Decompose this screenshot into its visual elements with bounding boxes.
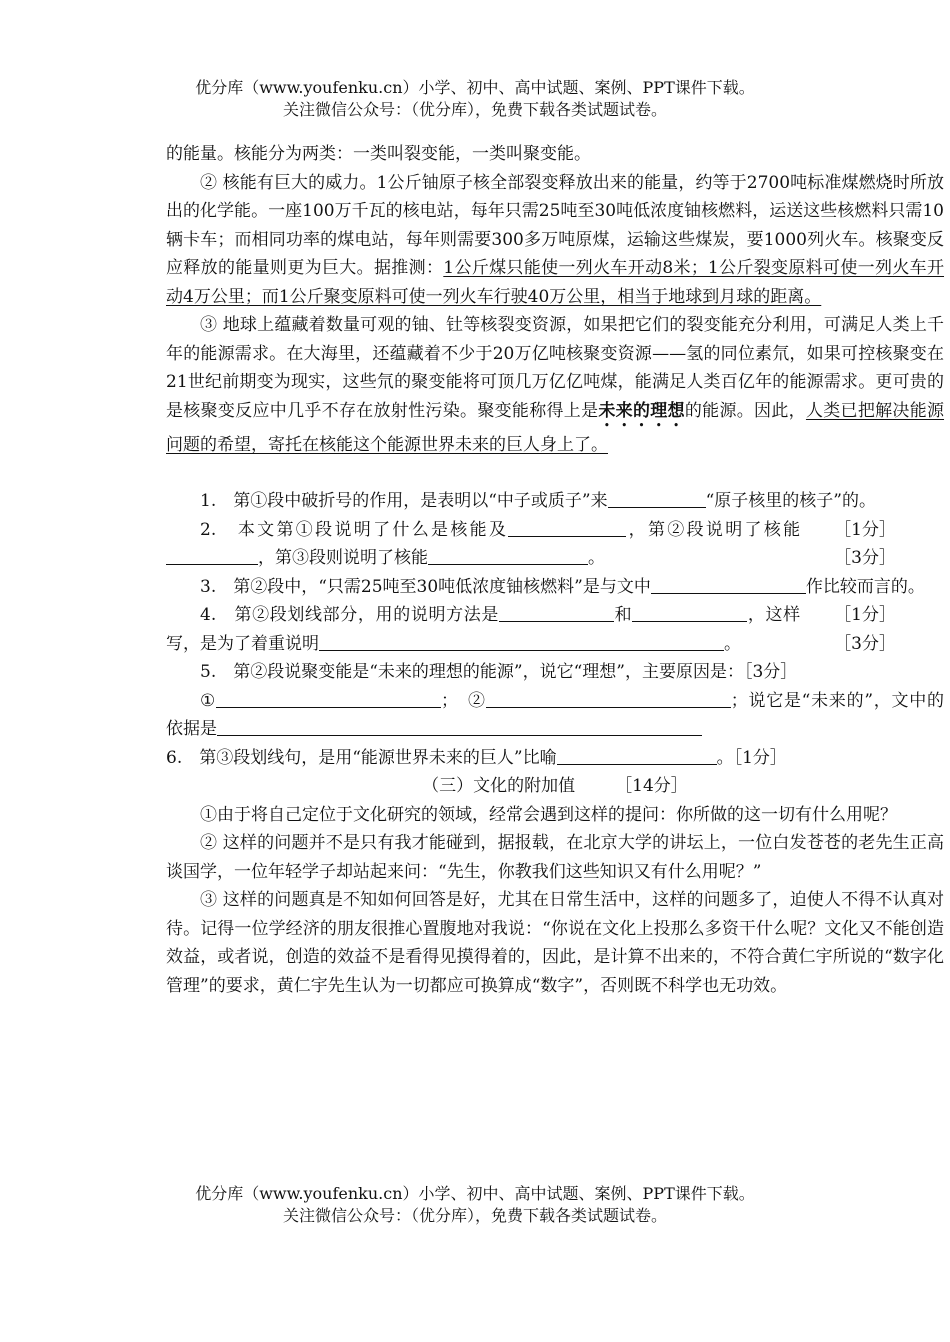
section-paragraph-1: ①由于将自己定位于文化研究的领域，经常会遇到这样的提问：你所做的这一切有什么用呢？: [200, 804, 897, 825]
answer-blank-1[interactable]: [608, 489, 706, 508]
question-4-text-b: 和: [614, 605, 633, 625]
question-5-marker-2: ； ②: [440, 690, 486, 711]
question-2-text-d: 。: [588, 548, 605, 568]
spacer: [166, 459, 944, 487]
paragraph-2-text: ② 核能有巨大的威力。1公斤铀原子核全部裂变释放出来的能量，约等于2700吨标准煤燃烧时所放出的化学能。一座100万千瓦的核电站，每年只需25吨至30吨低浓度铀核燃料，运送这些核燃料只需10辆卡车；而相同功率的煤电站，每年则需要300多万吨原煤，运输这些煤炭，要1000列火车。核聚变反应释放的能量则更为巨大。据推测：: [166, 172, 944, 278]
paragraph-3-dotted: 未来的理想: [598, 400, 685, 421]
question-2: [166, 516, 944, 573]
paragraph-continued: 的能量。核能分为两类：一类叫裂变能，一类叫聚变能。: [166, 144, 591, 164]
paragraph-2: [166, 169, 944, 312]
question-3-text-b: 作比较而言的。: [805, 576, 925, 597]
paragraph-3-underlined: 人类已把解决能源问题的希望，寄托在核能这个能源世界未来的巨人身上了。: [166, 400, 945, 455]
question-3-text: 3. 第②段中，“只需25吨至30吨低浓度铀核燃料”是与文中: [200, 576, 651, 597]
question-5-answers: [166, 687, 944, 744]
paragraph-3-text-b: 的能源。因此，: [684, 400, 806, 421]
paragraph-3-text: ③ 地球上蕴藏着数量可观的铀、钍等核裂变资源，如果把它们的裂变能充分利用，可满足人类上千年的能源需求。在大海里，还蕴藏着不少于20万亿吨核聚变资源——氢的同位素氘，如果可控核聚变在21世纪前期变为现实，这些氘的聚变能将可顶几万亿亿吨煤，能满足人类百亿年的能源需求。更可贵的是核聚变反应中几乎不存在放射性污染。聚变能称得上是: [166, 315, 944, 421]
answer-blank-4a[interactable]: [499, 603, 614, 622]
question-4: [166, 601, 944, 658]
question-1-text-b: “原子核里的核子”的。: [705, 491, 876, 511]
question-1-text: 1. 第①段中破折号的作用，是表明以“中子或质子”来: [200, 491, 608, 511]
question-5-marker-1: ①: [200, 690, 216, 711]
header-line-1: 优分库（www.youfenku.cn）小学、初中、高中试题、案例、PPT课件下载。: [195, 78, 755, 97]
question-6-text-b: 。［1分］: [716, 747, 787, 768]
paragraph-2-underlined: 1公斤煤只能使一列火车开动8米；1公斤裂变原料可使一列火车开动4万公里；而1公斤聚变原料可使一列火车行驶40万公里，相当于地球到月球的距离。: [166, 258, 945, 307]
section-paragraph-3: ③ 这样的问题真是不知如何回答是好，尤其在日常生活中，这样的问题多了，迫使人不得不认真对待。记得一位学经济的朋友很推心置腹地对我说：“你说在文化上投那么多资干什么呢？文化又不能创造效益，或者说，创造的效益不是看得见摸得着的，因此，是计算不出来的，不符合黄仁宇所说的“数字化管理”的要求，黄仁宇先生认为一切都应可换算成“数字”，否则既不科学也无功效。: [166, 890, 944, 996]
question-5-text-d: ；说它是“未来的”，文中的依据是: [166, 690, 944, 739]
answer-blank-2b[interactable]: [166, 546, 258, 565]
question-6-text: 6. 第③段划线句，是用“能源世界未来的巨人”比喻: [166, 747, 557, 768]
question-4-text-c: ，这样写，是为了着重说明: [166, 605, 801, 654]
answer-blank-6[interactable]: [557, 746, 717, 765]
section-paragraph-2: ② 这样的问题并不是只有我才能碰到，据报载，在北京大学的讲坛上，一位白发苍苍的老先生正高谈国学，一位年轻学子却站起来问：“先生，你教我们这些知识又有什么用呢？”: [166, 833, 944, 882]
answer-blank-5a[interactable]: [216, 689, 441, 708]
answer-blank-2c[interactable]: [428, 546, 588, 565]
page-header: [0, 77, 950, 121]
section-title: （三）文化的附加值: [422, 776, 576, 796]
paragraph-3: [166, 311, 944, 459]
section-title-row: [166, 772, 944, 801]
question-1-score: ［1分］: [834, 519, 896, 540]
question-4-score: ［3分］: [834, 633, 896, 654]
question-2-text-c: ，第③段则说明了核能: [258, 548, 428, 568]
document-body: [166, 140, 944, 1000]
footer-line-2: 关注微信公众号：（优分库），免费下载各类试题试卷。: [282, 1206, 667, 1225]
answer-blank-4c[interactable]: [319, 632, 724, 651]
section-score: ［14分］: [615, 776, 688, 796]
question-5-text: 5. 第②段说聚变能是“未来的理想的能源”，说它“理想”，主要原因是：［3分］: [200, 662, 798, 682]
question-5: [166, 658, 944, 687]
question-2-score: ［3分］: [834, 548, 896, 568]
answer-blank-3[interactable]: [651, 575, 806, 594]
question-3-score: ［1分］: [834, 605, 896, 625]
question-2-text: 2. 本文第①段说明了什么是核能及: [200, 519, 509, 540]
question-6: [166, 744, 944, 773]
header-line-2: 关注微信公众号：（优分库），免费下载各类试题试卷。: [282, 100, 667, 119]
question-4-text: 4. 第②段划线部分，用的说明方法是: [200, 605, 499, 625]
answer-blank-2a[interactable]: [508, 518, 626, 537]
answer-blank-5b[interactable]: [486, 689, 731, 708]
page-footer: [0, 1183, 950, 1227]
answer-blank-4b[interactable]: [632, 603, 747, 622]
footer-line-1: 优分库（www.youfenku.cn）小学、初中、高中试题、案例、PPT课件下载。: [195, 1184, 755, 1203]
question-2-text-b: ，第②段说明了核能: [626, 519, 801, 540]
answer-blank-5c[interactable]: [217, 717, 702, 736]
question-4-text-d: 。: [724, 633, 741, 654]
